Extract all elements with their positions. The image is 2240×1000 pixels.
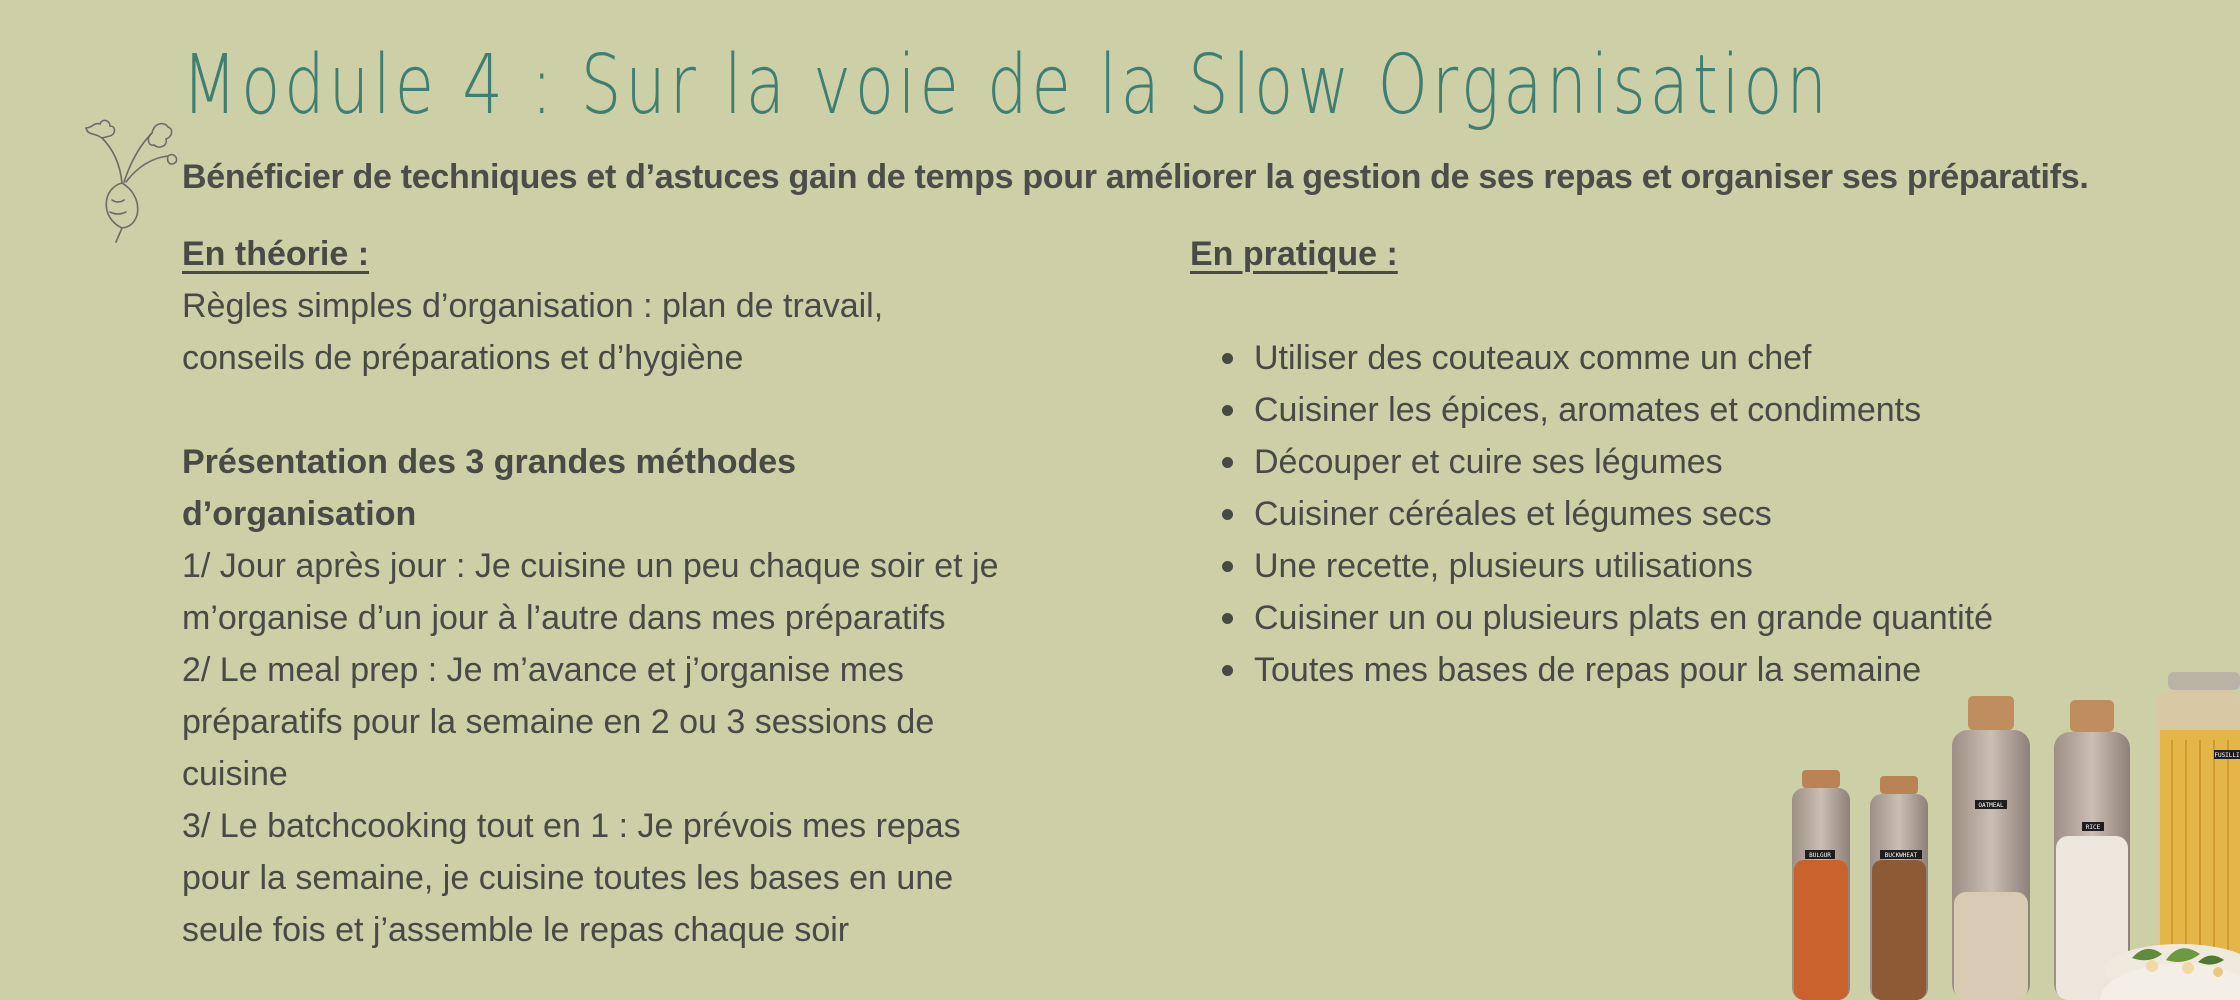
method-line: 2/ Le meal prep : Je m’avance et j’organise mes [182,651,904,689]
method-line: cuisine [182,755,288,793]
practice-heading: En pratique : [1190,235,1398,273]
practice-list [1190,332,2090,696]
practice-item: Découper et cuire ses légumes [1190,436,2090,488]
page-title: Module 4 : Sur la voie de la Slow Organisation [182,38,1831,133]
svg-text:RICE: RICE [2085,824,2101,831]
svg-text:BULGUR: BULGUR [1809,852,1831,859]
practice-item: Cuisiner les épices, aromates et condiments [1190,384,2090,436]
theory-heading: En théorie : [182,235,370,273]
practice-item: Cuisiner céréales et légumes secs [1190,488,2090,540]
svg-text:OATMEAL: OATMEAL [1978,802,2004,809]
practice-column [1190,228,2090,696]
svg-text:FUSILLI: FUSILLI [2214,752,2240,759]
method-line: 3/ Le batchcooking tout en 1 : Je prévois mes repas [182,807,961,845]
practice-item: Cuisiner un ou plusieurs plats en grande quantité [1190,592,2090,644]
method-line: m’organise d’un jour à l’autre dans mes préparatifs [182,599,946,637]
method-line: pour la semaine, je cuisine toutes les bases en une [182,859,954,897]
beetroot-illustration [82,108,178,243]
practice-item: Toutes mes bases de repas pour la semaine [1190,644,2090,696]
methods-heading-line: Présentation des 3 grandes méthodes [182,443,797,481]
practice-item: Une recette, plusieurs utilisations [1190,540,2090,592]
storage-jars-photo [1780,660,2240,1000]
jar-bulgur [1792,770,1850,1000]
method-line: seule fois et j’assemble le repas chaque soir [182,911,850,949]
methods-heading-line: d’organisation [182,495,417,533]
jar-buckwheat [1870,776,1928,1000]
svg-text:BUCKWHEAT: BUCKWHEAT [1884,852,1918,859]
theory-column [182,228,1042,956]
jar-oatmeal [1952,696,2030,1000]
method-line: préparatifs pour la semaine en 2 ou 3 sessions de [182,703,935,741]
theory-intro-line: Règles simples d’organisation : plan de travail, [182,287,884,325]
method-line: 1/ Jour après jour : Je cuisine un peu chaque soir et je [182,547,999,585]
theory-intro-line: conseils de préparations et d’hygiène [182,339,744,377]
practice-item: Utiliser des couteaux comme un chef [1190,332,2090,384]
page-subtitle: Bénéficier de techniques et d’astuces gain de temps pour améliorer la gestion de ses repas et organiser ses préparatifs. [182,158,2089,196]
